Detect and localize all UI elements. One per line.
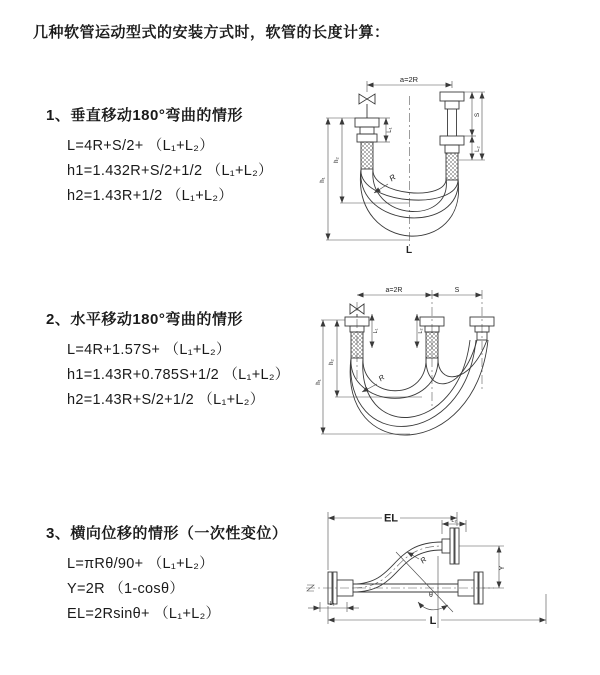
section-2-formula-3: h2=1.43R+S/2+1/2 （L₁+L₂） [67, 392, 265, 408]
d3-dim-el-label: EL [383, 512, 399, 525]
d1-dim-h2-label: h₂ [334, 157, 340, 163]
d1-radius-label: R [387, 172, 398, 184]
diagram-2-horizontal-bend [310, 282, 540, 462]
section-1-formula-3: h2=1.43R+1/2 （L₁+L₂） [67, 188, 234, 204]
section-2-formula-1: L=4R+1.57S+ （L₁+L₂） [67, 342, 231, 358]
section-1-heading: 1、垂直移动180°弯曲的情形 [46, 107, 243, 124]
d3-dim-l1-label: L₁ [329, 601, 335, 607]
braided-hose-section [426, 332, 438, 358]
d1-right-pipe [440, 92, 464, 180]
section-3-formula-1: L=πRθ/90+ （L₁+L₂） [67, 556, 214, 572]
valve-icon [359, 94, 375, 104]
section-3-formula-2: Y=2R （1-cosθ） [67, 581, 185, 597]
braided-hose-section [361, 142, 373, 169]
section-3-formula-3: EL=2Rsinθ+ （L₁+L₂） [67, 606, 221, 622]
section-3-heading: 3、横向位移的情形（一次性变位） [46, 525, 288, 542]
d1-left-pipe [355, 118, 379, 169]
d3-angle-label: θ [429, 592, 433, 599]
d3-hose-curve [353, 542, 442, 592]
section-3 [46, 522, 287, 627]
d3-dim-y-label: Y [499, 565, 506, 571]
section-2-heading: 2、水平移动180°弯曲的情形 [46, 311, 243, 328]
diagram-1-vertical-bend [313, 72, 590, 257]
d1-length-label: L [405, 245, 413, 256]
d1-dim-l1-label: L₁ [387, 127, 393, 133]
braided-hose-section [446, 153, 458, 180]
section-2 [46, 308, 290, 413]
d2-dim-a2r-label: a=2R [385, 287, 403, 294]
d3-angle-arc [418, 602, 448, 610]
d2-dim-l2-label: L₂ [418, 328, 424, 334]
section-1-formula-2: h1=1.432R+S/2+1/2 （L₁+L₂） [67, 163, 273, 179]
d2-middle-pipe [420, 317, 444, 358]
d2-radius-label: R [376, 372, 387, 384]
section-2-formula-2: h1=1.43R+0.785S+1/2 （L₁+L₂） [67, 367, 290, 383]
d1-dim-l2-label: L₂ [475, 146, 481, 152]
d2-dim-h2-label: h₂ [329, 359, 335, 365]
document-title: 几种软管运动型式的安装方式时，软管的长度计算： [33, 24, 390, 41]
section-1 [46, 104, 273, 209]
d2-dim-l1-label: L₁ [373, 328, 379, 334]
d3-top-right-flange [442, 528, 459, 564]
d3-dim-l2-label: L₂ [451, 518, 457, 524]
d1-dim-h1-label: h₁ [320, 177, 326, 183]
d2-dim-h1-label: h₁ [316, 379, 322, 385]
braided-hose-section [351, 332, 363, 358]
diagram-3-lateral-displacement [298, 502, 600, 642]
d3-radius-label: R [418, 554, 429, 566]
d1-dim-a2r-label: a=2R [399, 75, 419, 84]
d2-dim-s-label: S [454, 287, 460, 294]
d3-dim-l-label: L [429, 615, 437, 627]
section-1-formula-1: L=4R+S/2+ （L₁+L₂） [67, 138, 215, 154]
d1-dim-s-label: S [474, 112, 481, 118]
